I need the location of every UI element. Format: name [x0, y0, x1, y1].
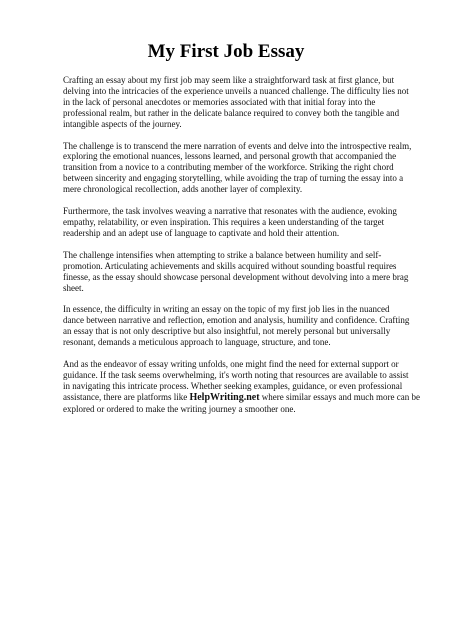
- text-line: in navigating this intricate process. Whether seeking examples, guidance, or even professional: [63, 380, 403, 391]
- text-line: in the lack of personal anecdotes or memories associated with that initial foray into the: [63, 96, 376, 107]
- text-line: Crafting an essay about my first job may seem like a straightforward task at first glance, but: [63, 75, 395, 85]
- text-line-with-brand: [63, 391, 420, 404]
- text-line: readership and an adept use of language to captivate and hold their attention.: [63, 227, 340, 238]
- essay-body: [63, 75, 420, 426]
- paragraph-2: [63, 140, 412, 196]
- text-line: delving into the intricacies of the experience unveils a nuanced challenge. The difficulty lies not: [63, 85, 409, 96]
- paragraph-5: [63, 304, 410, 348]
- helpwriting-link[interactable]: HelpWriting.net: [189, 391, 260, 403]
- text-line: Furthermore, the task involves weaving a narrative that resonates with the audience, evoking: [63, 206, 397, 217]
- text-line: professional realm, but rather in the delicate balance required to convey both the tangible and: [63, 107, 400, 118]
- text-line: transition from a novice to a contributing member of the workforce. Striking the right chord: [63, 162, 394, 173]
- text-line: an essay that is not only descriptive but also insightful, not merely personal but universally: [63, 326, 391, 337]
- text-line: resonant, demands a meticulous approach to language, structure, and tone.: [63, 337, 331, 348]
- text-line: empathy, relatability, or even inspiration. This requires a keen understanding of the target: [63, 216, 385, 227]
- text-line: between sincerity and engaging storytelling, while avoiding the trap of turning the essay into a: [63, 173, 404, 184]
- page-title: My First Job Essay: [147, 41, 305, 62]
- text-line: In essence, the difficulty in writing an essay on the topic of my first job lies in the nuanced: [63, 304, 390, 315]
- text-line: finesse, as the essay should showcase personal development without devolving into a mere brag: [63, 271, 409, 282]
- brand-line-suffix: where similar essays and much more can be: [259, 391, 420, 402]
- text-line: The challenge intensifies when attempting to strike a balance between humility and self-: [63, 249, 382, 260]
- text-line: dance between narrative and reflection, emotion and analysis, humility and confidence. Crafting: [63, 315, 410, 326]
- text-line: And as the endeavor of essay writing unfolds, one might find the need for external support or: [63, 359, 399, 370]
- paragraph-4: [63, 249, 409, 294]
- text-line: The challenge is to transcend the mere narration of events and delve into the introspective realm,: [63, 140, 412, 151]
- text-line: sheet.: [63, 282, 84, 293]
- text-line: mere chronological recollection, adds another layer of complexity.: [63, 184, 303, 195]
- text-line: exploring the emotional nuances, lessons learned, and personal growth that accompanied the: [63, 151, 397, 162]
- text-line: promotion. Articulating achievements and skills acquired without sounding boastful requires: [63, 260, 397, 271]
- paragraph-3: [63, 206, 398, 239]
- paragraph-1: [63, 75, 409, 130]
- paragraph-6: [63, 359, 420, 415]
- brand-line-prefix: assistance, there are platforms like: [63, 391, 190, 402]
- text-line: explored or ordered to make the writing journey a smoother one.: [63, 403, 296, 414]
- text-line: guidance. If the task seems overwhelming, it's worth noting that resources are available to assist: [63, 369, 409, 380]
- text-line: intangible aspects of the journey.: [63, 118, 182, 129]
